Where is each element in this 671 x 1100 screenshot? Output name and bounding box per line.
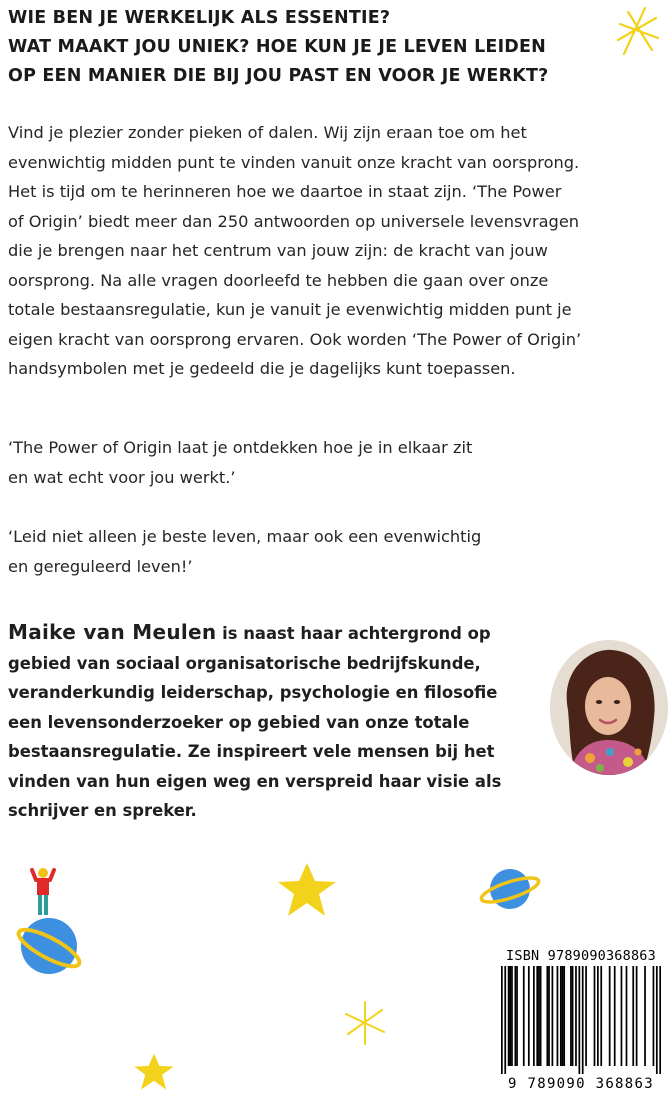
quote-line: ‘Leid niet alleen je beste leven, maar ook een evenwichtig — [8, 527, 482, 546]
quote-line: en gereguleerd leven!’ — [8, 556, 193, 576]
paragraph-line: Vind je plezier zonder pieken of dalen. Wij zijn eraan toe om het — [8, 123, 527, 142]
barcode-bar — [562, 966, 564, 1066]
paragraph-line: totale bestaansregulatie, kun je vanuit je evenwichtig midden punt je — [8, 300, 572, 319]
barcode-bar — [609, 966, 611, 1066]
barcode-bar — [540, 966, 542, 1066]
barcode-bar — [514, 966, 516, 1066]
author-portrait-image — [550, 640, 668, 775]
barcode-bar — [570, 966, 572, 1066]
barcode-bar — [509, 966, 511, 1066]
barcode-bars — [501, 966, 661, 1074]
quote-line: ‘The Power of Origin laat je ontdekken hoe je in elkaar zit — [8, 438, 473, 457]
bio-first-line — [8, 618, 548, 649]
barcode-digits: 9 789090 368863 — [508, 1076, 654, 1092]
bio-line: is naast haar achtergrond op — [216, 624, 491, 643]
barcode-bar — [621, 966, 623, 1066]
quote-2 — [8, 522, 608, 581]
barcode-bar — [626, 966, 628, 1066]
barcode-bar — [659, 966, 661, 1074]
heading-line: WAT MAAKT JOU UNIEK? HOE KUN JE JE LEVEN LEIDEN — [8, 37, 547, 57]
isbn-label: ISBN 9789090368863 — [506, 948, 656, 964]
barcode-bar — [548, 966, 550, 1066]
author-bio — [8, 618, 548, 826]
star-icon — [276, 861, 338, 919]
barcode-bar — [656, 966, 658, 1074]
heading-line: OP EEN MANIER DIE BIJ JOU PAST EN VOOR JE WERKT? — [8, 66, 549, 86]
bio-line: een levensonderzoeker op gebied van onze totale — [8, 712, 470, 732]
bio-line: vinden van hun eigen weg en verspreid haar visie als — [8, 771, 502, 791]
barcode-bar — [511, 966, 513, 1066]
barcode-bar — [536, 966, 538, 1066]
author-photo — [550, 640, 668, 775]
barcode-bar — [644, 966, 646, 1066]
barcode-bar — [594, 966, 596, 1066]
figure-on-planet-icon — [14, 866, 86, 982]
star-icon — [133, 1052, 175, 1092]
barcode-bar — [557, 966, 559, 1066]
sparkle-star-icon — [340, 998, 390, 1048]
isbn-barcode — [499, 948, 663, 1094]
barcode-bar — [546, 966, 548, 1066]
barcode-bar — [501, 966, 503, 1074]
paragraph-line: die je brengen naar het centrum van jouw zijn: de kracht van jouw — [8, 241, 548, 260]
paragraph-line: evenwichtig midden punt te vinden vanuit onze kracht van oorsprong. — [8, 152, 580, 172]
barcode-bar — [653, 966, 655, 1066]
barcode-bar — [575, 966, 577, 1066]
barcode-bar — [632, 966, 634, 1066]
bio-line: veranderkundig leiderschap, psychologie en filosofie — [8, 683, 498, 702]
paragraph-line: oorsprong. Na alle vragen doorleefd te hebben die gaan over onze — [8, 270, 549, 290]
barcode-bar — [597, 966, 599, 1066]
barcode-bar — [614, 966, 616, 1066]
barcode-bar — [508, 966, 510, 1066]
cover-heading — [8, 4, 608, 91]
barcode-bar — [533, 966, 535, 1066]
barcode-bar — [538, 966, 540, 1066]
barcode-bar — [560, 966, 562, 1066]
quote-1 — [8, 433, 608, 492]
barcode-bar — [600, 966, 602, 1066]
barcode-bar — [528, 966, 530, 1066]
heading-line: WIE BEN JE WERKELIJK ALS ESSENTIE? — [8, 8, 391, 28]
quote-line: en wat echt voor jou werkt.’ — [8, 467, 236, 487]
paragraph-line: Het is tijd om te herinneren hoe we daartoe in staat zijn. ‘The Power — [8, 182, 562, 201]
bio-line: schrijver en spreker. — [8, 801, 197, 820]
bio-line: bestaansregulatie. Ze inspireert vele mensen bij het — [8, 742, 495, 761]
barcode-bar — [585, 966, 587, 1066]
paragraph-line: eigen kracht van oorsprong ervaren. Ook worden ‘The Power of Origin’ — [8, 329, 582, 349]
bio-line: gebied van sociaal organisatorische bedrijfskunde, — [8, 653, 481, 673]
barcode-bar — [582, 966, 584, 1074]
paragraph-line: handsymbolen met je gedeeld die je dagelijks kunt toepassen. — [8, 359, 516, 378]
planet-icon — [478, 863, 542, 915]
barcode-bar — [552, 966, 554, 1066]
barcode-bar — [516, 966, 518, 1066]
barcode-bar — [578, 966, 580, 1074]
barcode-bar — [563, 966, 565, 1066]
description-paragraph — [8, 118, 668, 384]
author-name: Maike van Meulen — [8, 620, 217, 644]
barcode-bar — [523, 966, 525, 1066]
barcode-bar — [572, 966, 574, 1066]
barcode-bar — [504, 966, 506, 1074]
paragraph-line: of Origin’ biedt meer dan 250 antwoorden op universele levensvragen — [8, 211, 580, 231]
barcode-bar — [636, 966, 638, 1066]
sparkle-star-icon — [612, 2, 664, 58]
